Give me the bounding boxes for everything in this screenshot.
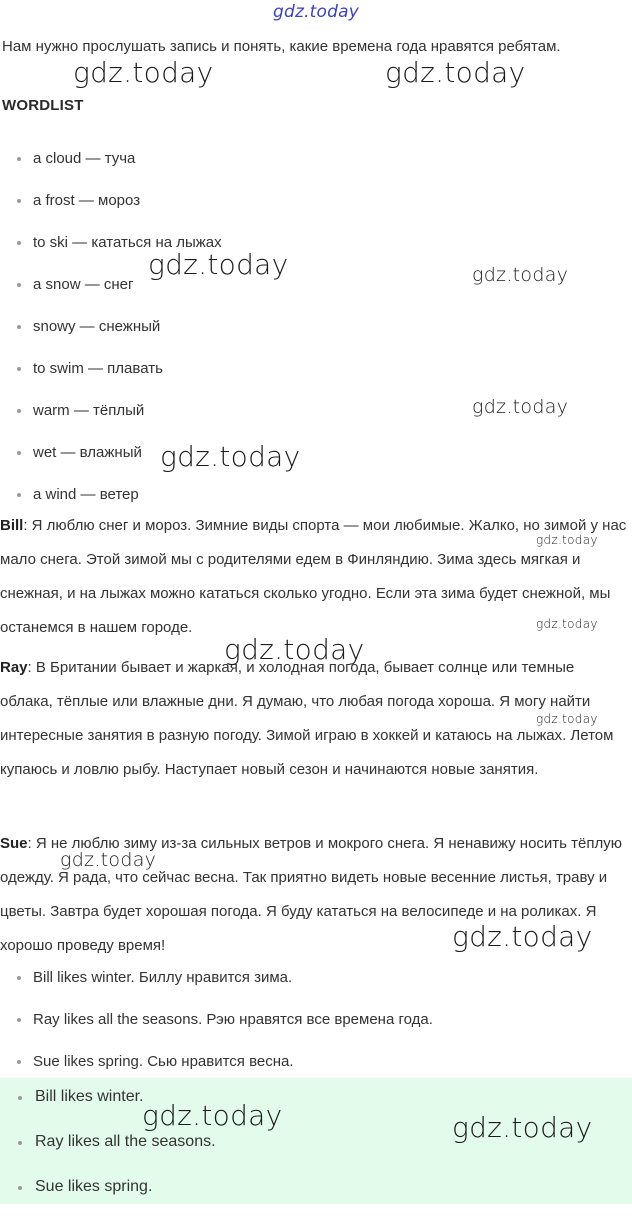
watermark: gdz.today [385,56,526,89]
watermark: gdz.today [60,849,157,871]
list-item: Sue likes spring. Сью нравится весна. [0,1052,433,1094]
bullet-icon [17,241,21,245]
speaker-name: Bill [0,517,24,534]
watermark: gdz.today [452,920,593,953]
speaker-name: Ray [0,659,28,676]
list-item: a snow — снег [0,275,222,317]
list-item: Ray likes all the seasons. [0,1132,216,1177]
list-item: Sue likes spring. [0,1177,216,1222]
speaker-text: : Я люблю снег и мороз. Зимние виды спорта — мои любимые. Жалко, но зимой у нас мало снега. Этой зимой мы с родителями едем в Финляндию. Зима здесь мягкая и снежная, и на лыжах можно кататься сколько угодно. Если эта зима будет снежной, мы останемся в нашем городе. [0,517,627,636]
list-item: warm — тёплый [0,401,222,443]
bullet-icon [17,451,21,455]
list-item: snowy — снежный [0,317,222,359]
watermark: gdz.today [536,533,598,547]
list-item: a cloud — туча [0,149,222,191]
watermark: gdz.today [73,56,214,89]
list-item: Bill likes winter. [0,1087,216,1132]
wordlist-heading: WORDLIST [2,97,84,114]
watermark: gdz.today [472,264,569,286]
bullet-icon [17,409,21,413]
watermark: gdz.today [536,617,598,631]
speaker-name: Sue [0,835,28,852]
list-item: Ray likes all the seasons. Рэю нравятся все времена года. [0,1010,433,1052]
watermark: gdz.today [472,396,569,418]
list-item: wet — влажный [0,443,222,485]
bullet-icon [17,976,21,980]
bullet-icon [17,1060,21,1064]
speaker-text: : Я не люблю зиму из-за сильных ветров и мокрого снега. Я ненавижу носить тёплую одежду. Я рада, что сейчас весна. Так приятно видеть новые весенние листья, траву и цветы. Завтра будет хорошая погода. Я буду кататься на велосипеде и на роликах. Я хорошо проведу время! [0,835,623,954]
bullet-icon [17,325,21,329]
list-item: to ski — кататься на лыжах [0,233,222,275]
site-logo[interactable]: gdz.today [272,2,360,22]
list-item: Bill likes winter. Биллу нравится зима. [0,968,433,1010]
bill-paragraph [0,509,628,645]
intro-text: Нам нужно прослушать запись и понять, какие времена года нравятся ребятам. [2,38,561,55]
bullet-icon [17,367,21,371]
watermark: gdz.today [142,1099,283,1132]
bullet-icon [17,1018,21,1022]
translations-list [0,968,433,1094]
watermark: gdz.today [224,633,365,666]
watermark: gdz.today [160,440,301,473]
bullet-icon [17,157,21,161]
bullet-icon [17,199,21,203]
list-item: a frost — мороз [0,191,222,233]
speaker-text: : В Британии бывает и жаркая, и холодная погода, бывает солнце или темные облака, тёплые или влажные дни. Я думаю, что любая погода хороша. Я могу найти интересные занятия в разную погоду. Зимой играю в хоккей и катаюсь на лыжах. Летом купаюсь и ловлю рыбу. Наступает новый сезон и начинаются новые занятия. [0,659,614,778]
watermark: gdz.today [148,248,289,281]
bullet-icon [18,1141,22,1145]
bullet-icon [18,1096,22,1100]
list-item: to swim — плавать [0,359,222,401]
bullet-icon [18,1186,22,1190]
watermark: gdz.today [536,712,598,726]
ray-paragraph [0,651,628,787]
bullet-icon [17,283,21,287]
bullet-icon [17,493,21,497]
list-item: a wind — ветер [0,485,222,527]
watermark: gdz.today [452,1111,593,1144]
